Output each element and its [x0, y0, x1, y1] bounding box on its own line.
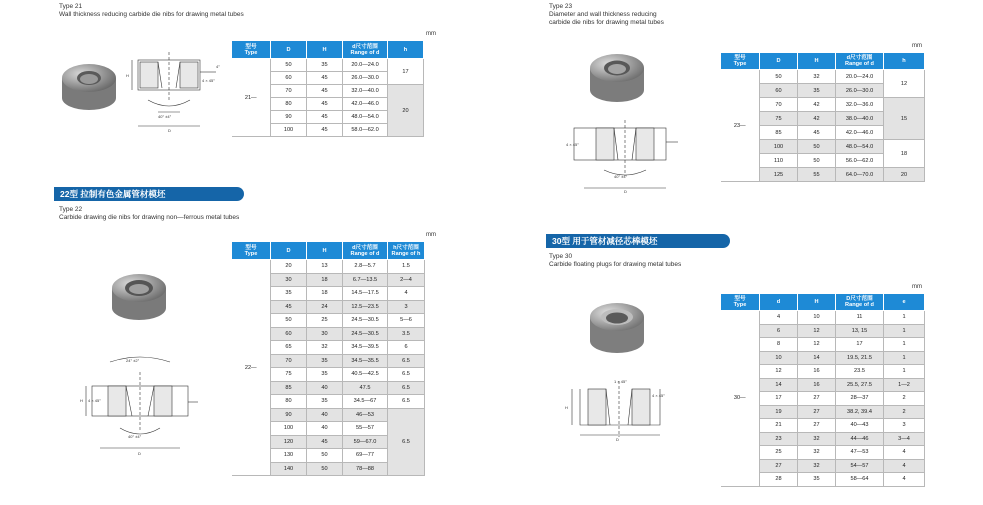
type21-title: Type 21 — [59, 3, 83, 10]
type30-unit: mm — [912, 284, 922, 290]
type22-cross-section-drawing — [80, 352, 200, 458]
type22-section-heading: 22型 拉制有色金属管材模坯 — [54, 187, 244, 201]
type23-D-label: D — [624, 189, 627, 194]
type30-chamfer-4-label: 4 × 45° — [652, 393, 665, 398]
type22-H-label: H — [80, 398, 83, 403]
type22-title: Type 22 — [59, 206, 83, 213]
table-row: 23 32 44—46 3—4 — [721, 432, 925, 446]
table-row: 25 32 47—53 4 — [721, 446, 925, 460]
table-row: 10 14 19.5, 21.5 1 — [721, 351, 925, 365]
type22-D-label: D — [138, 451, 141, 456]
table-row: 12 16 23.5 1 — [721, 365, 925, 379]
type23-cross-section-drawing — [560, 120, 680, 194]
type23-description-line2: carbide die nibs for drawing metal tubes — [549, 19, 664, 26]
table-row: 22— 20 13 2.8—5.7 1.5 — [232, 260, 425, 274]
table-row: 125 55 64.0—70.0 20 — [721, 168, 925, 182]
table-row: 85 45 42.0—46.0 — [721, 126, 925, 140]
table-row: 120 45 59—67.0 — [232, 435, 425, 449]
table-row: 65 32 34.5—39.5 6 — [232, 341, 425, 355]
type22-spec-table — [231, 241, 425, 476]
table-row: 19 27 38.2, 39.4 2 — [721, 405, 925, 419]
type22-description: Carbide drawing die nibs for drawing non—ferrous metal tubes — [59, 214, 240, 221]
type21-cross-section-drawing — [118, 42, 224, 134]
table-row: 23— 50 32 20.0—24.0 12 — [721, 70, 925, 84]
table-row: 75 35 40.5—42.5 6.5 — [232, 368, 425, 382]
type23-unit: mm — [912, 43, 922, 49]
table-row: 30— 4 10 11 1 — [721, 311, 925, 325]
type21-unit: mm — [426, 31, 436, 37]
table-row: 100 45 58.0—62.0 — [232, 124, 424, 137]
type21-product-image — [58, 58, 120, 116]
table-row: 28 35 58—64 4 — [721, 473, 925, 487]
type23-title: Type 23 — [549, 3, 573, 10]
table-row: 6 12 13, 15 1 — [721, 324, 925, 338]
type21-D-label: D — [168, 128, 171, 133]
type21-chamfer-label: 4 × 45° — [202, 78, 215, 83]
table-row: 90 45 48.0—54.0 — [232, 111, 424, 124]
table-row: 60 35 26.0—30.0 — [721, 84, 925, 98]
type23-chamfer-label: 4 × 45° — [566, 142, 579, 147]
table-row: 21 27 40—43 3 — [721, 419, 925, 433]
type22-angle-40-label: 40° ±4° — [128, 434, 142, 439]
type21-header-row: 型号 Type D H d尺寸范围 Range of d h — [232, 41, 424, 59]
table-row: 75 42 38.0—40.0 — [721, 112, 925, 126]
type22-product-image — [108, 268, 170, 326]
table-row: 80 35 34.5—67 6.5 — [232, 395, 425, 409]
type21-spec-table — [231, 40, 424, 137]
table-row: 110 50 56.0—62.0 — [721, 154, 925, 168]
table-row: 100 50 48.0—54.0 18 — [721, 140, 925, 154]
type30-section-heading: 30型 用于管材减径芯棒模坯 — [546, 234, 730, 248]
table-row: 140 50 78—88 — [232, 462, 425, 476]
type21-angle-label: 4° — [216, 64, 220, 69]
table-row: 21— 50 35 20.0—24.0 17 — [232, 59, 424, 72]
type21-H-label: H — [126, 73, 129, 78]
type22-chamfer-label: 4 × 45° — [88, 398, 101, 403]
type30-title: Type 30 — [549, 253, 573, 260]
table-row: 70 45 32.0—40.0 20 — [232, 85, 424, 98]
type23-product-image — [586, 48, 648, 108]
type30-spec-table — [720, 293, 925, 487]
table-row: 45 24 12.5—23.5 3 — [232, 300, 425, 314]
table-row: 100 40 55—57 — [232, 422, 425, 436]
type22-angle-24-label: 24° ±2° — [126, 358, 140, 363]
type30-header-row: 型号 Type d H D尺寸范围 Range of d e — [721, 294, 925, 311]
table-row: 70 42 32.0—36.0 15 — [721, 98, 925, 112]
table-row: 80 45 42.0—46.0 — [232, 98, 424, 111]
type30-cross-section-drawing — [560, 375, 680, 445]
table-row: 27 32 54—57 4 — [721, 459, 925, 473]
type22-header-row: 型号 Type D H d尺寸范围 Range of d h尺寸范围 Range of h — [232, 242, 425, 260]
type22-unit: mm — [426, 232, 436, 238]
table-row: 17 27 28—37 2 — [721, 392, 925, 406]
table-row: 30 18 6.7—13.5 2—4 — [232, 273, 425, 287]
table-row: 8 12 17 1 — [721, 338, 925, 352]
type30-H-label: H — [565, 405, 568, 410]
table-row: 50 25 24.5—30.5 5—6 — [232, 314, 425, 328]
table-row: 60 30 24.5—30.5 3.5 — [232, 327, 425, 341]
type30-product-image — [586, 297, 648, 359]
type21-description: Wall thickness reducing carbide die nibs for drawing metal tubes — [59, 11, 244, 18]
type23-header-row: 型号 Type D H d尺寸范围 Range of d h — [721, 53, 925, 70]
type23-description-line1: Diameter and wall thickness reducing — [549, 11, 657, 18]
table-row: 35 18 14.5—17.5 4 — [232, 287, 425, 301]
table-row: 130 50 69—77 — [232, 449, 425, 463]
type21-angle-40-label: 40° ±4° — [158, 114, 172, 119]
type23-angle-40-label: 40° ±4° — [614, 174, 628, 179]
type30-D-label: D — [616, 437, 619, 442]
table-row: 85 40 47.5 6.5 — [232, 381, 425, 395]
table-row: 60 45 26.0—30.0 — [232, 72, 424, 85]
table-row: 90 40 46—53 6.5 — [232, 408, 425, 422]
type30-chamfer-1-label: 1 × 45° — [614, 379, 627, 384]
type30-description: Carbide floating plugs for drawing metal tubes — [549, 261, 682, 268]
table-row: 14 16 25.5, 27.5 1—2 — [721, 378, 925, 392]
table-row: 70 35 34.5—35.5 6.5 — [232, 354, 425, 368]
type23-spec-table — [720, 52, 925, 182]
